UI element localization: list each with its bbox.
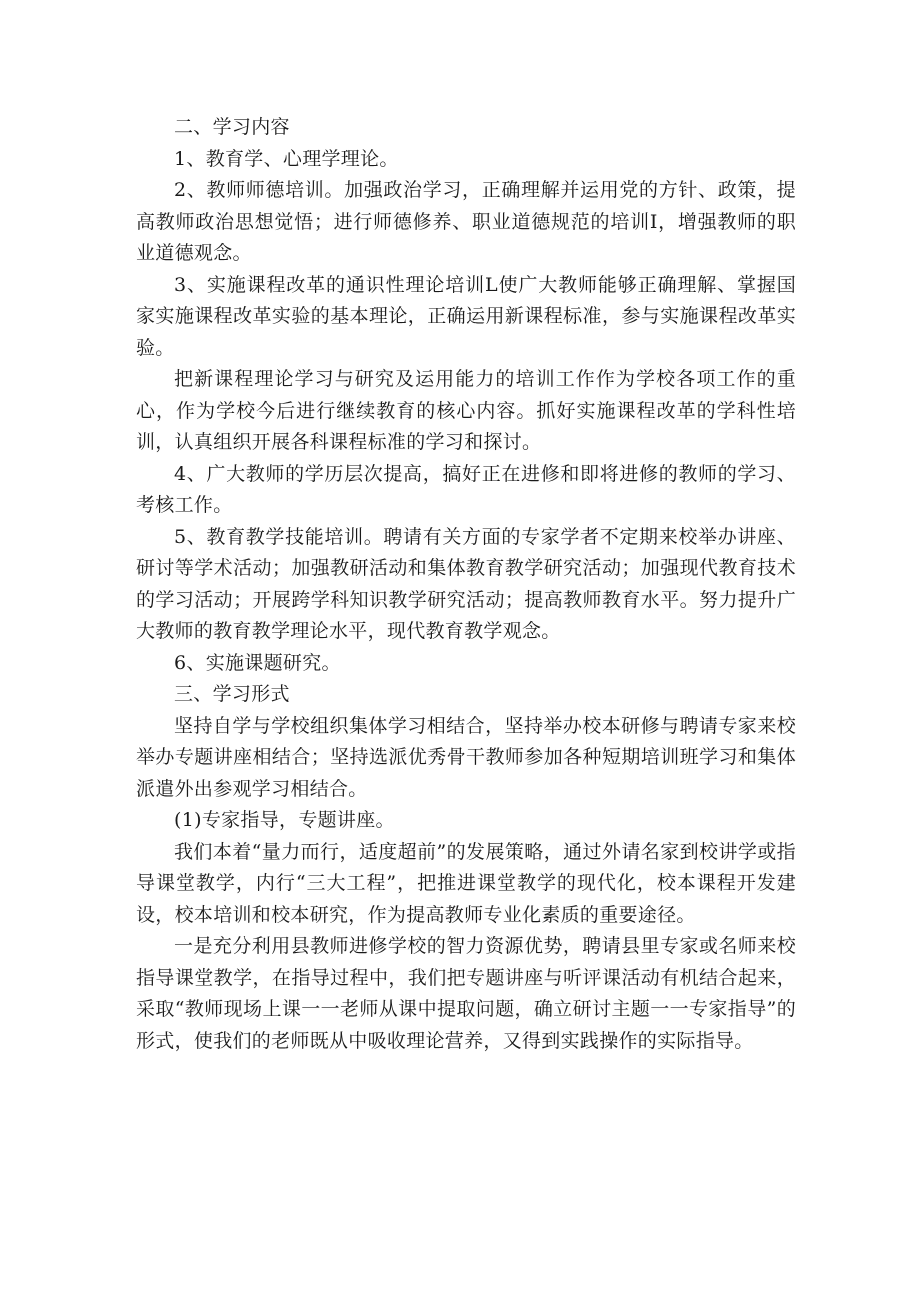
paragraph-expert-guidance: (1)专家指导，专题讲座。 bbox=[174, 809, 395, 831]
paragraph-item-4: 4、广大教师的学历层次提高，搞好正在进修和即将进修的教师的学习、考核工作。 bbox=[136, 462, 796, 516]
section-heading-learning-content: 二、学习内容 bbox=[174, 116, 290, 138]
paragraph-item-1: 1、教育学、心理学理论。 bbox=[174, 147, 399, 170]
paragraph-item-2: 2、教师师德培训。加强政治学习，正确理解并运用党的方针、政策，提高教师政治思想觉悟；进行师德修养、职业道德规范的培训I，增强教师的职业道德观念。 bbox=[136, 179, 796, 264]
section-heading-learning-forms: 三、学习形式 bbox=[174, 683, 290, 705]
paragraph-item-3: 3、实施课程改革的通识性理论培训L使广大教师能够正确理解、掌握国家实施课程改革实验的基本理论，正确运用新课程标准，参与实施课程改革实验。 bbox=[136, 273, 796, 359]
paragraph-strategy: 我们本着“量力而行，适度超前”的发展策略，通过外请名家到校讲学或指导课堂教学，内行“三大工程”，把推进课堂教学的现代化，校本课程开发建设，校本培训和校本研究，作为提高教师专业化素质的重要途径。 bbox=[136, 840, 796, 926]
paragraph-new-curriculum: 把新课程理论学习与研究及运用能力的培训工作作为学校各项工作的重心，作为学校今后进行继续教育的核心内容。抓好实施课程改革的学科性培训，认真组织开展各科课程标准的学习和探讨。 bbox=[136, 368, 796, 453]
paragraph-first-point: 一是充分利用县教师进修学校的智力资源优势，聘请县里专家或名师来校指导课堂教学，在指导过程中，我们把专题讲座与听评课活动有机结合起来，采取“教师现场上课一一老师从课中提取问题，确立研讨主题一一专家指导”的形式，使我们的老师既从中吸收理论营养，又得到实践操作的实际指导。 bbox=[136, 935, 796, 1052]
paragraph-item-6: 6、实施课题研究。 bbox=[174, 651, 341, 674]
paragraph-forms-overview: 坚持自学与学校组织集体学习相结合，坚持举办校本研修与聘请专家来校举办专题讲座相结合；坚持选派优秀骨干教师参加各种短期培训班学习和集体派遣外出参观学习相结合。 bbox=[136, 714, 796, 800]
paragraph-item-5: 5、教育教学技能培训。聘请有关方面的专家学者不定期来校举办讲座、研讨等学术活动；加强教研活动和集体教育教学研究活动；加强现代教育技术的学习活动；开展跨学科知识教学研究活动；提高教师教育水平。努力提升广大教师的教育教学理论水平，现代教育教学观念。 bbox=[136, 525, 796, 642]
document-body bbox=[136, 112, 796, 1057]
